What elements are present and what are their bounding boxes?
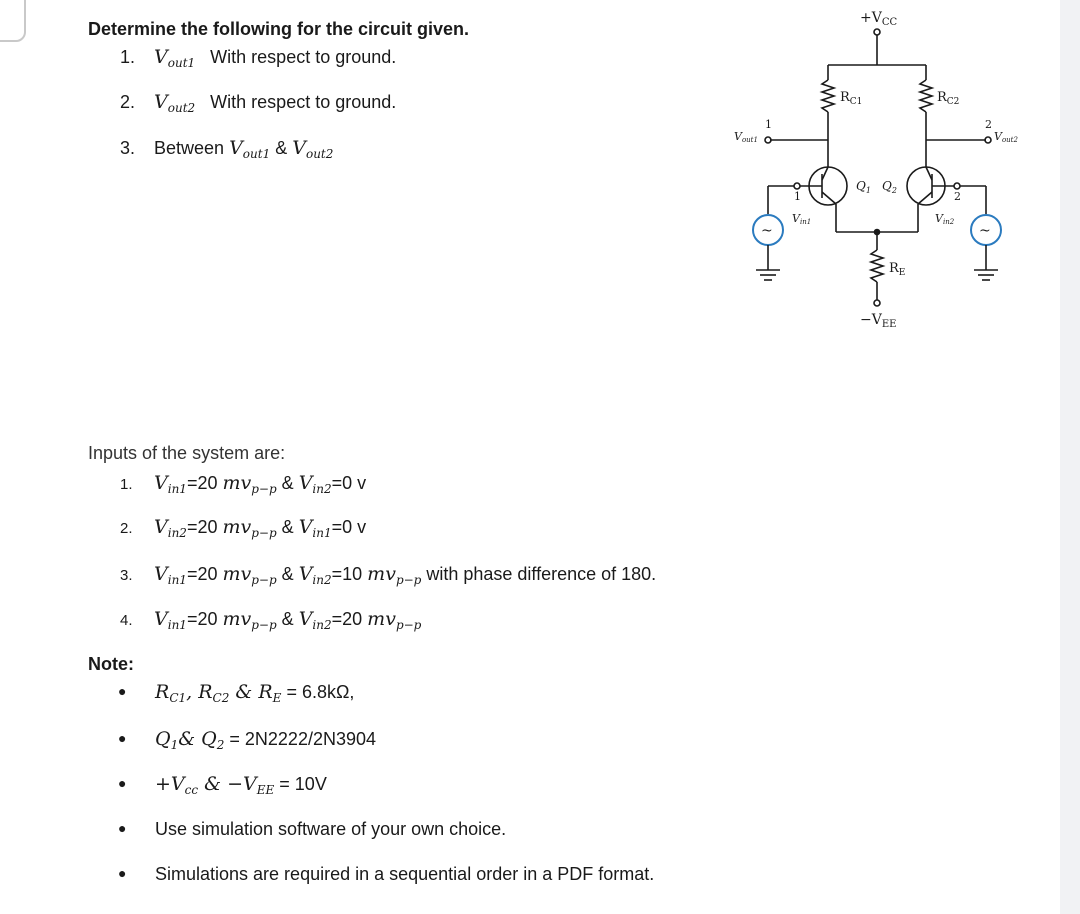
inputs-heading: Inputs of the system are: (88, 443, 286, 463)
input-1: 1. $V_{in1}=20$ $mv_{p-p}$ & $V_{in2}=0$ v (120, 472, 367, 496)
note-item-transistors: ● $Q_1\&$ $Q_2 = 2N2222/2N3904$ (118, 728, 377, 752)
node-2-bottom-label: 2 (954, 190, 961, 203)
rc2-label: $R_{C2}$ (937, 90, 960, 107)
vin1-label: Vin1 (792, 212, 812, 226)
node-2-top-label: 2 (985, 118, 992, 131)
question-title: Determine the following for the circuit given. (88, 19, 470, 39)
vee-terminal (874, 300, 880, 306)
question-3: 3. Between $V_{out1}$ & $V_{out2}$ (120, 137, 334, 161)
input-4: 4. $V_{in1}=20$ $mv_{p-p}$ & $V_{in2}=20$ $mv_{p-p}$ (120, 608, 422, 632)
note-heading: Note: (88, 654, 134, 674)
question-1: 1. $V_{out1}$ With respect to ground. (120, 46, 397, 70)
rc1-resistor (822, 80, 834, 112)
vout1-label: Vout1 (734, 130, 758, 144)
input-2: 2. $V_{in2}=20$ $mv_{p-p}$ & $V_{in1}=0$ v (120, 516, 367, 540)
note-item-software: ● Use simulation software of your own choice. (118, 819, 507, 839)
re-resistor (871, 250, 883, 282)
node-1-top-label: 1 (765, 118, 772, 131)
question-2: 2. $V_{out2}$ With respect to ground. (120, 91, 397, 115)
q2-label: $Q_2$ (882, 179, 897, 195)
q1-label: $Q_1$ (856, 179, 871, 195)
input-3: 3. $V_{in1}=20$ $mv_{p-p}$ & $V_{in2}=10$ $mv_{p-p}$ with phase difference of 180. (120, 563, 657, 587)
re-label: $R_E$ (889, 261, 906, 278)
vcc-label: $+V_{CC}$ (860, 10, 898, 28)
vin2-label: Vin2 (935, 212, 955, 226)
sine-wave-icon-1: ~ (761, 223, 773, 239)
note-item-resistors: ● $R_{C1}$, $R_{C2}$ & $R_E = 6.8k\Omega$, (118, 681, 355, 705)
viewer-scroll-gutter[interactable] (1060, 0, 1080, 914)
rc2-resistor (920, 80, 932, 112)
rc1-label: $R_{C1}$ (840, 90, 863, 107)
vcc-terminal (874, 29, 880, 35)
vee-label: $-V_{EE}$ (860, 312, 897, 330)
note-item-pdf: ● Simulations are required in a sequential order in a PDF format. (118, 864, 655, 884)
note-item-supply: ● $+V_{cc}$ & $-V_{EE} = 10V$ (118, 773, 327, 797)
vout2-label: Vout2 (994, 130, 1018, 144)
node-1-bottom-label: 1 (794, 190, 801, 203)
sine-wave-icon-2: ~ (979, 223, 991, 239)
